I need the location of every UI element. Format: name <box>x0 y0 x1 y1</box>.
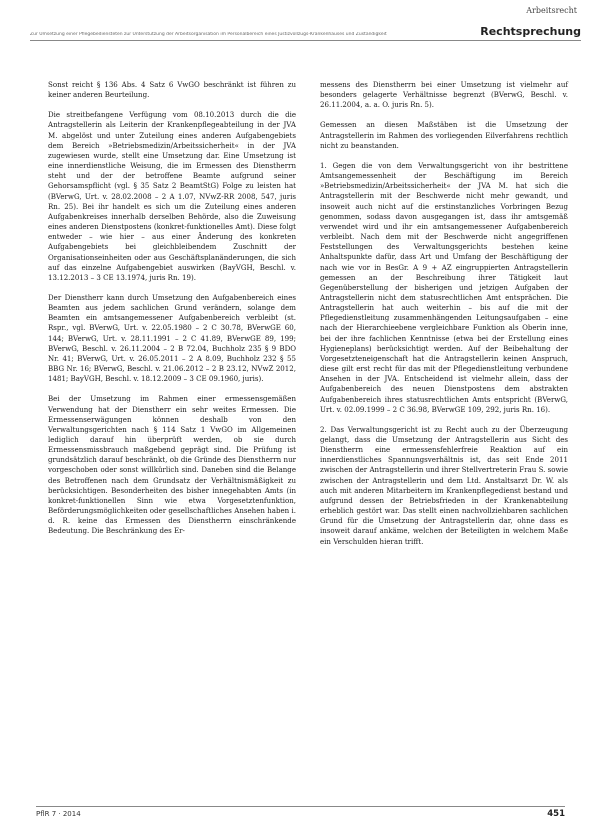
right-column <box>320 80 568 557</box>
paragraph: Gemessen an diesen Maßstäben ist die Umsetzung der Antragstellerin im Rahmen des vorliegenden Eilverfahrens rechtlich nicht zu beanstanden. <box>320 120 568 150</box>
left-column <box>48 80 296 547</box>
paragraph: Die streitbefangene Verfügung vom 08.10.2013 durch die die Antragstellerin als Leiterin der Krankenpflegeabteilung in der JVA M. abgelöst und unter Zuteilung eines anderen Aufgabengebiets dem Bereich »Betriebsmedizin/Arbeitssicherheit« in der JVA zugewiesen wurde, stellt eine Umsetzung dar. Eine Umsetzung ist eine innerdienstliche Weisung, die im Ermessen des Dienstherrn steht und der der betroffene Beamte aufgrund seiner Gehorsamspflicht (vgl. § 35 Satz 2 BeamtStG) Folge zu leisten hat (BVerwG, Urt. v. 28.02.2008 – 2 A 1.07, NVwZ-RR 2008, 547, juris Rn. 25). Bei ihr handelt es sich um die Zuteilung eines anderen Aufgabenkreises innerhalb derselben Behörde, also die Zuweisung eines anderen Dienstpostens (konkret-funktionelles Amt). Diese folgt entweder – wie hier – aus einer Änderung des konkreten Aufgabengebiets bei gleichbleibendem Zuschnitt der Organisationseinheiten oder aus Geschäftsplanänderungen, die sich auf das einzelne Aufgabengebiet auswirken (BayVGH, Beschl. v. 13.12.2013 – 3 CE 13.1974, juris Rn. 19). <box>48 110 296 282</box>
section-tag: Arbeitsrecht <box>526 6 577 15</box>
page-footer <box>36 806 565 821</box>
paragraph: Der Dienstherr kann durch Umsetzung den Aufgabenbereich eines Beamten aus jedem sachlichen Grund verändern, solange dem Beamten ein amtsangemessener Aufgabenbereich verbleibt (st. Rspr., vgl. BVerwG, Urt. v. 22.05.1980 – 2 C 30.78, BVerwGE 60, 144; BVerwG, Urt. v. 28.11.1991 – 2 C 41.89, BVerwGE 89, 199; BVerwG, Beschl. v. 26.11.2004 – 2 B 72.04, Buchholz 235 § 9 BDO Nr. 41; BVerwG, Urt. v. 26.05.2011 – 2 A 8.09, Buchholz 232 § 55 BBG Nr. 16; BVerwG, Beschl. v. 21.06.2012 – 2 B 23.12, NVwZ 2012, 1481; BayVGH, Beschl. v. 18.12.2009 – 3 CE 09.1960, juris). <box>48 292 296 384</box>
running-head <box>30 20 581 41</box>
paragraph: 2. Das Verwaltungsgericht ist zu Recht auch zu der Überzeugung gelangt, dass die Umsetzung der Antragstellerin aus Sicht des Dienstherrn eine ermessensfehlerfreie Reaktion auf ein innerdienstliches Spannungsverhältnis ist, das seit Ende 2011 zwischen der Antragstellerin und ihrer Stellvertreterin Frau S. sowie zwischen der Antragstellerin und dem Ltd. Anstaltsarzt Dr. W. als auch mit anderen Mitarbeitern im Krankenpflegedienst bestand und aufgrund dessen der Betriebsfrieden in der Krankenabteilung erheblich gestört war. Das stellt einen nachvollziehbaren sachlichen Grund für die Umsetzung der Antragstellerin dar, ohne dass es insoweit darauf ankäme, welchen der Beteiligten in welchem Maße ein Verschulden hieran trifft. <box>320 424 568 546</box>
page-number: 451 <box>547 809 565 819</box>
paragraph: messens des Dienstherrn bei einer Umsetzung ist vielmehr auf besonders gelagerte Verhältnisse begrenzt (BVerwG, Beschl. v. 26.11.2004, a. a. O. juris Rn. 5). <box>320 80 568 110</box>
paragraph: Bei der Umsetzung im Rahmen einer ermessensgemäßen Verwendung hat der Dienstherr ein sehr weites Ermessen. Die Ermessenserwägungen können deshalb von den Verwaltungsgerichten nach § 114 Satz 1 VwGO im Allgemeinen lediglich darauf hin überprüft werden, ob sie durch Ermessensmissbrauch maßgebend geprägt sind. Die Prüfung ist grundsätzlich darauf beschränkt, ob die Gründe des Dienstherrn nur vorgeschoben oder sonst willkürlich sind. Daneben sind die Belange des Betroffenen nach dem Grundsatz der Verhältnismäßigkeit zu berücksichtigen. Besonderheiten des bisher innegehabten Amts (in konkret-funktionellen Sinn wie etwa Vorgesetztenfunktion, Beförderungsmöglichkeiten oder gesellschaftliches Ansehen haben i. d. R. keine das Ermessen des Dienstherrn einschränkende Bedeutung. Die Beschränkung des Er- <box>48 394 296 536</box>
section-title: Rechtsprechung <box>480 25 581 38</box>
paragraph: 1. Gegen die von dem Verwaltungsgericht von ihr bestrittene Amtsangemessenheit der Beschäftigung im Bereich »Betriebsmedizin/Arbeitssicherheit« der JVA M. hat sich die Antragstellerin mit der Beschwerde nicht mehr gewandt, und insoweit auch nicht auf die erstinstanzliches Vorbringen Bezug genommen, sodass davon ausgegangen ist, dass ihr amtsgemäß verwendet wird und ihr ein amtsangemessener Aufgabenbereich verbleibt. Nach dem mit der Beschwerde nicht angegriffenen Feststellungen des Verwaltungsgerichts bestehen keine Anhaltspunkte dafür, dass Art und Umfang der Beschäftigung der nach wie vor in BesGr. A 9 + AZ eingruppierten Antragstellerin gemessen an der Beschreibung ihrer Tätigkeit laut Gegenüberstellung der bisherigen und jetzigen Aufgaben der Antragstellerin nicht dem statusrechtlichen Amt entsprächen. Die Antragstellerin hat auch weiterhin – bis auf die mit der Pflegedienstleitung zusammenhängenden Leitungsaufgaben – eine nach der Hierarchieebene vergleichbare Funktion als Oberin inne, bei der ihre fachlichen Kenntnisse (etwa bei der Erstellung eines Hygieneplans) berücksichtigt werden. Auf der Beibehaltung der Vorgesetzteneigenschaft hat die Antragstellerin keinen Anspruch, diese gilt erst recht für das mit der Pflegedienstleitung verbundene Ansehen in der JVA. Entscheidend ist vielmehr allein, dass der Aufgabenbereich des neuen Dienstpostens dem abstrakten Aufgabenbereich ihres statusrechtlichen Amts entspricht (BVerwG, Urt. v. 02.09.1999 – 2 C 36.98, BVerwGE 109, 292, juris Rn. 16). <box>320 160 568 414</box>
running-subtitle: Zur Umsetzung einer Pflegebediensteten zur Unterstützung der Arbeitsorganisation im Personalbereich eines Justizvollzugs-Krankenhauses und Zuständigkeit <box>30 32 387 37</box>
journal-reference: PflR 7 · 2014 <box>36 810 81 818</box>
paragraph: Sonst reicht § 136 Abs. 4 Satz 6 VwGO beschränkt ist führen zu keiner anderen Beurteilung. <box>48 80 296 100</box>
